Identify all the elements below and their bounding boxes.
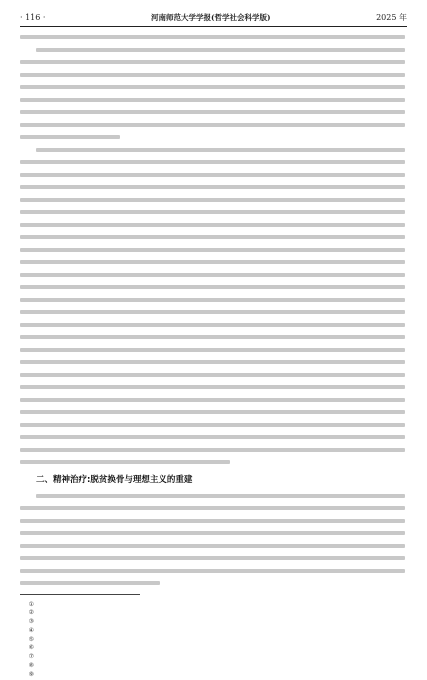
footnote-mark: ⑥ xyxy=(28,644,34,652)
text-line xyxy=(20,556,405,560)
text-line xyxy=(20,448,405,452)
text-line xyxy=(20,185,405,189)
footnote-text xyxy=(38,671,407,680)
text-line xyxy=(20,385,405,389)
text-line xyxy=(20,260,405,264)
text-line xyxy=(36,48,405,52)
text-line xyxy=(20,310,405,314)
text-line xyxy=(20,519,405,523)
text-line xyxy=(20,531,405,535)
paragraph xyxy=(20,494,407,586)
text-line xyxy=(20,398,405,402)
footnote xyxy=(20,627,407,636)
footnote-mark: ⑧ xyxy=(28,662,34,670)
footnote-mark: ⑦ xyxy=(28,653,34,661)
text-line xyxy=(20,581,160,585)
paragraph xyxy=(20,148,407,465)
text-line xyxy=(20,123,405,127)
text-line xyxy=(20,60,405,64)
footnote-mark: ② xyxy=(28,609,34,617)
footnote-text xyxy=(38,644,407,653)
footnote-mark: ⑤ xyxy=(28,635,34,643)
text-line xyxy=(20,248,405,252)
page-number: · 116 · xyxy=(20,13,46,22)
journal-name: 河南师范大学学报(哲学社会科学版) xyxy=(150,13,271,22)
footnote-mark: ⑨ xyxy=(28,670,34,678)
text-line xyxy=(20,460,230,464)
text-line xyxy=(20,423,405,427)
text-line xyxy=(20,335,405,339)
footnote-text xyxy=(38,609,407,618)
footnote-mark: ④ xyxy=(28,626,34,634)
footnotes xyxy=(20,601,407,680)
text-line xyxy=(20,373,405,377)
text-line xyxy=(36,494,405,498)
text-line xyxy=(20,544,405,548)
text-line xyxy=(20,285,405,289)
text-line xyxy=(20,135,120,139)
text-line xyxy=(20,235,405,239)
text-line xyxy=(20,569,405,573)
text-line xyxy=(20,98,405,102)
text-line xyxy=(20,85,405,89)
publication-year: 2025 年 xyxy=(376,13,407,22)
text-line xyxy=(20,298,405,302)
footnote xyxy=(20,618,407,627)
footnote xyxy=(20,653,407,662)
paragraph xyxy=(20,48,407,140)
footnote xyxy=(20,636,407,645)
text-line xyxy=(20,160,405,164)
article-body xyxy=(20,35,407,680)
text-line xyxy=(20,173,405,177)
footnote-text xyxy=(38,662,407,671)
footnote-text xyxy=(38,636,407,645)
footnote-mark: ③ xyxy=(28,618,34,626)
text-line xyxy=(20,210,405,214)
paragraph xyxy=(20,35,407,39)
text-line xyxy=(20,348,405,352)
text-line xyxy=(20,198,405,202)
footnote-text xyxy=(38,627,407,636)
footnote xyxy=(20,644,407,653)
footnote-text xyxy=(38,618,407,627)
footnote-text xyxy=(38,653,407,662)
footnote-mark: ① xyxy=(28,600,34,608)
text-line xyxy=(20,110,405,114)
text-line xyxy=(20,223,405,227)
text-line xyxy=(20,435,405,439)
text-line xyxy=(20,35,405,39)
footnote-text xyxy=(38,601,407,610)
footnote xyxy=(20,601,407,610)
running-head xyxy=(20,12,407,27)
footnote xyxy=(20,609,407,618)
text-line xyxy=(36,148,405,152)
text-line xyxy=(20,73,405,77)
text-line xyxy=(20,323,405,327)
section-heading: 二、精神治疗:脱贫换骨与理想主义的重建 xyxy=(36,474,193,485)
footnote xyxy=(20,671,407,680)
text-line xyxy=(20,360,405,364)
text-line xyxy=(20,273,405,277)
text-line xyxy=(20,506,405,510)
footnote xyxy=(20,662,407,671)
text-line xyxy=(20,410,405,414)
footnote-rule xyxy=(20,594,140,595)
